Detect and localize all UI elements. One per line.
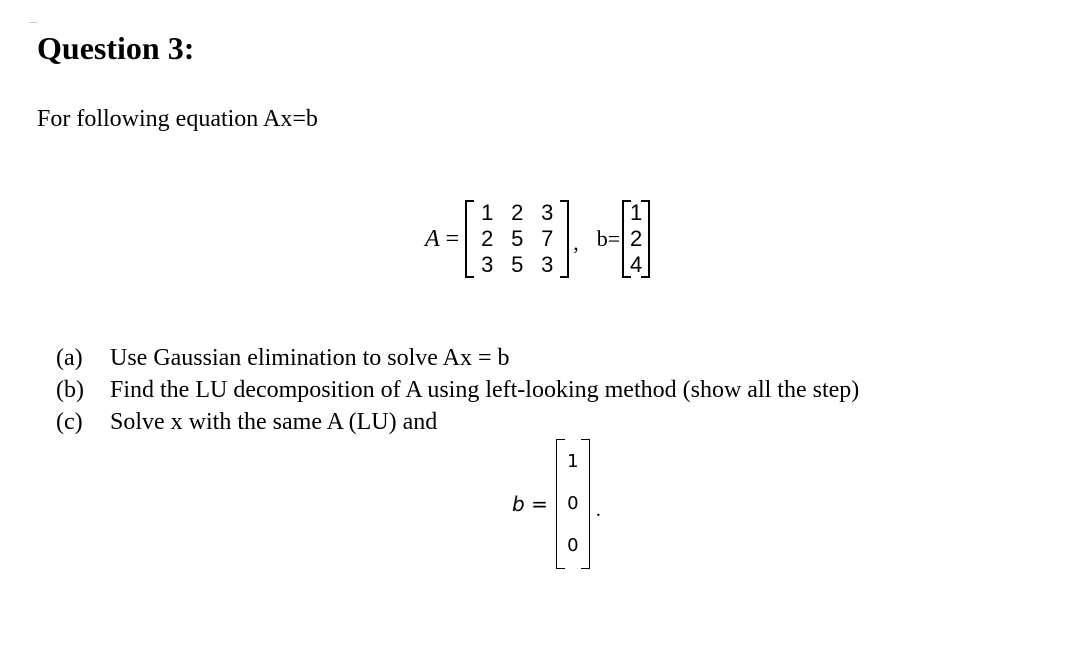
question-parts-list	[56, 342, 859, 438]
second-b-equation	[512, 440, 601, 568]
matrix-a-row	[472, 226, 562, 252]
matrix-a-cell: 3	[541, 252, 554, 277]
matrix-a-cell: 1	[481, 200, 494, 225]
part-label: (a)	[56, 345, 83, 371]
matrix-a-cell: 2	[511, 200, 524, 225]
matrix-a-cell: 3	[541, 200, 554, 225]
matrix-separator: ,	[573, 230, 579, 255]
vector-b	[622, 198, 650, 280]
vector-b-row	[629, 200, 643, 226]
second-b-cell: 0	[567, 493, 579, 514]
matrix-equation	[425, 198, 650, 280]
second-b-row	[566, 441, 580, 483]
matrix-a-label: A =	[425, 225, 460, 252]
part-text: Find the LU decomposition of A using left-looking method (show all the step)	[110, 377, 860, 403]
vector-b-label: b=	[596, 226, 621, 251]
matrix-a-cell: 5	[511, 252, 524, 277]
second-b-vector	[556, 437, 590, 571]
question-part	[56, 342, 859, 374]
second-b-label: b =	[512, 492, 548, 516]
part-label: (c)	[56, 409, 83, 435]
part-label: (b)	[56, 377, 84, 403]
part-text: Solve x with the same A (LU) and	[110, 409, 438, 435]
matrix-a	[465, 198, 569, 280]
question-title: Question 3:	[37, 30, 195, 66]
part-text: Use Gaussian elimination to solve Ax = b	[110, 345, 510, 371]
matrix-a-row	[472, 252, 562, 278]
intro-text: For following equation Ax=b	[37, 106, 318, 132]
second-b-cell: 1	[567, 451, 579, 472]
second-b-row	[566, 525, 580, 567]
vector-b-cell: 2	[630, 226, 643, 251]
matrix-a-cell: 2	[481, 226, 494, 251]
matrix-a-cell: 5	[511, 226, 524, 251]
vector-b-row	[629, 252, 643, 278]
vector-b-cell: 4	[630, 252, 643, 277]
question-part	[56, 406, 859, 438]
question-part	[56, 374, 859, 406]
matrix-a-cell: 7	[541, 226, 554, 251]
second-b-period: .	[595, 498, 601, 521]
matrix-a-row	[472, 200, 562, 226]
page-corner-mark	[29, 22, 37, 23]
vector-b-cell: 1	[630, 200, 643, 225]
vector-b-row	[629, 226, 643, 252]
second-b-cell: 0	[567, 535, 579, 556]
second-b-row	[566, 483, 580, 525]
matrix-a-cell: 3	[481, 252, 494, 277]
